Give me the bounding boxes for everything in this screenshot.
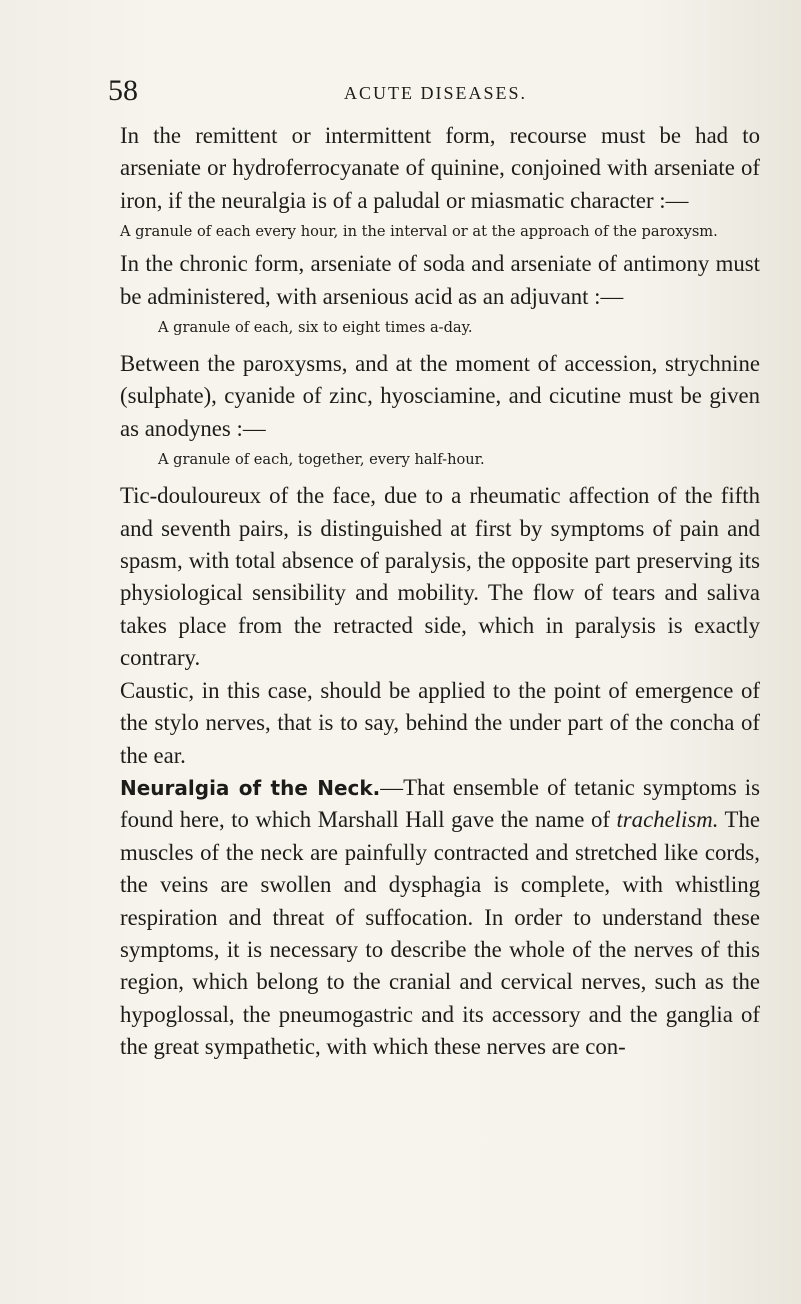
page-number: 58 [108, 74, 138, 107]
neck-text-a: —That ensemble of tetanic symptoms is found here, to which Marshall Hall gave the name of [120, 774, 760, 833]
paragraph-paroxysms: Between the paroxysms, and at the moment of accession, strychnine (sulphate), cyanide of zinc, hyosciamine, and cicutine must be given as anodynes :— [120, 351, 760, 441]
page-header [108, 76, 763, 110]
neck-text-b: The muscles of the neck are painfully contracted and stretched like cords, the veins are swollen and dysphagia is complete, with whistling respiration and threat of suffocation. In order to understand these symptoms, it is necessary to describe the whole of the nerves of this region, which belong to the cranial and cervical nerves, such as the hypoglossal, the pneumogastric and its accessory and the ganglia of the great sympathetic, with which these nerves are con- [120, 807, 760, 1060]
section-heading-neuralgia-neck: Neuralgia of the Neck. [120, 775, 381, 800]
term-trachelism: trachelism. [616, 807, 719, 833]
paragraph-chronic: In the chronic form, arseniate of soda and arseniate of antimony must be administered, with arsenious acid as an adjuvant :— [120, 251, 760, 309]
paragraph-neck [120, 772, 760, 1064]
dosage-note-3: A granule of each, together, every half-hour. [158, 451, 485, 469]
running-head: ACUTE DISEASES. [343, 83, 527, 103]
paragraph-tic-douloureux: Tic-douloureux of the face, due to a rheumatic affection of the fifth and seventh pairs, is distinguished at first by symptoms of pain and spasm, with total absence of paralysis, the opposite part preserving its physiological sensibility and mobility. The flow of tears and saliva takes place from the retracted side, which in paralysis is exactly contrary. [120, 483, 760, 671]
paragraph-caustic: Caustic, in this case, should be applied to the point of emergence of the stylo nerves, that is to say, behind the under part of the concha of the ear. [120, 677, 760, 768]
dosage-note-1: A granule of each every hour, in the interval or at the approach of the paroxysm. [120, 223, 718, 241]
dosage-note-2: A granule of each, six to eight times a-day. [158, 319, 473, 337]
paragraph-remittent: In the remittent or intermittent form, recourse must be had to arseniate or hydroferrocyanate of quinine, conjoined with arseniate of iron, if the neuralgia is of a paludal or miasmatic character :— [120, 123, 760, 213]
page-body [120, 120, 760, 1064]
